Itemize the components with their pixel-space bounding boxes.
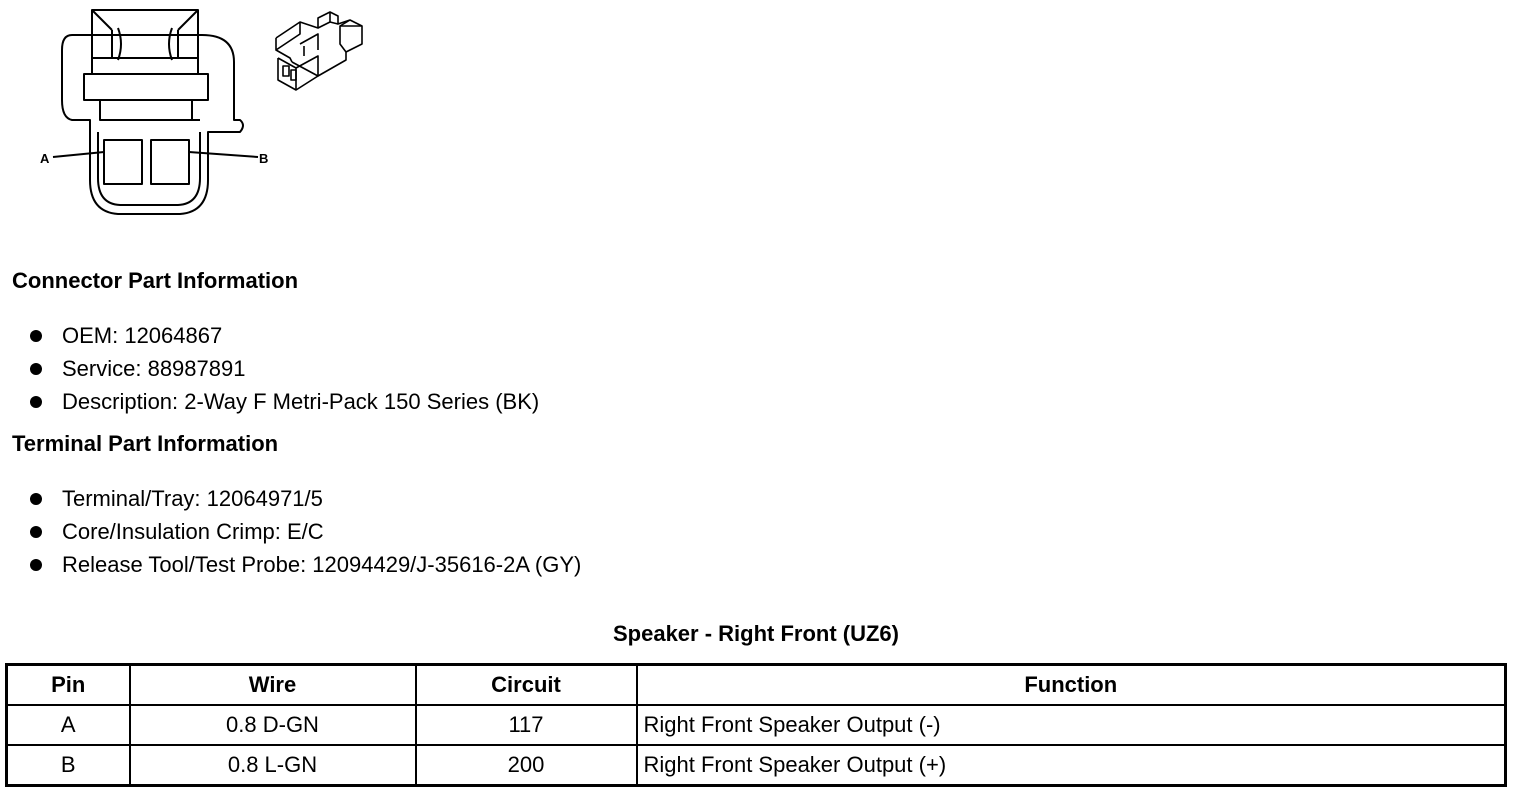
list-item (28, 548, 581, 581)
cell-function: Right Front Speaker Output (-) (637, 705, 1506, 745)
bullet-icon (30, 330, 42, 342)
pinout-table-title: Speaker - Right Front (UZ6) (612, 621, 899, 646)
cell-pin: A (7, 705, 130, 745)
table-header-row (7, 665, 1506, 706)
connector-outer-shroud (62, 35, 243, 214)
terminal-part-info-list (28, 482, 581, 581)
list-item (28, 482, 581, 515)
bullet-icon (30, 493, 42, 505)
column-header-function: Function (637, 665, 1506, 706)
column-header-circuit: Circuit (416, 665, 637, 706)
list-item-text: OEM: 12064867 (62, 323, 223, 348)
pin-cavity-b (151, 140, 189, 184)
cell-circuit: 200 (416, 745, 637, 786)
connector-part-info-heading: Connector Part Information (12, 268, 299, 293)
bullet-icon (30, 526, 42, 538)
list-item-text: Description: 2-Way F Metri-Pack 150 Series (BK) (62, 389, 540, 414)
connector-diagram (0, 0, 380, 225)
list-item (28, 319, 539, 352)
pin-label-b: B (259, 151, 269, 166)
cell-circuit: 117 (416, 705, 637, 745)
table-row (7, 705, 1506, 745)
list-item (28, 515, 581, 548)
column-header-wire: Wire (130, 665, 416, 706)
pin-cavity-a (104, 140, 142, 184)
connector-iso-view (276, 12, 362, 90)
list-item-text: Core/Insulation Crimp: E/C (62, 519, 324, 544)
cell-wire: 0.8 D-GN (130, 705, 416, 745)
table-row (7, 745, 1506, 786)
cell-wire: 0.8 L-GN (130, 745, 416, 786)
list-item (28, 352, 539, 385)
cell-pin: B (7, 745, 130, 786)
list-item (28, 385, 539, 418)
list-item-text: Service: 88987891 (62, 356, 246, 381)
bullet-icon (30, 559, 42, 571)
pin-label-a: A (40, 151, 50, 166)
pinout-table (5, 663, 1507, 787)
cell-function: Right Front Speaker Output (+) (637, 745, 1506, 786)
column-header-pin: Pin (7, 665, 130, 706)
bullet-icon (30, 396, 42, 408)
connector-latch (92, 10, 198, 74)
bullet-icon (30, 363, 42, 375)
list-item-text: Release Tool/Test Probe: 12094429/J-35616-2A (GY) (62, 552, 582, 577)
connector-part-info-list (28, 319, 539, 418)
list-item-text: Terminal/Tray: 12064971/5 (62, 486, 323, 511)
terminal-part-info-heading: Terminal Part Information (12, 431, 279, 456)
